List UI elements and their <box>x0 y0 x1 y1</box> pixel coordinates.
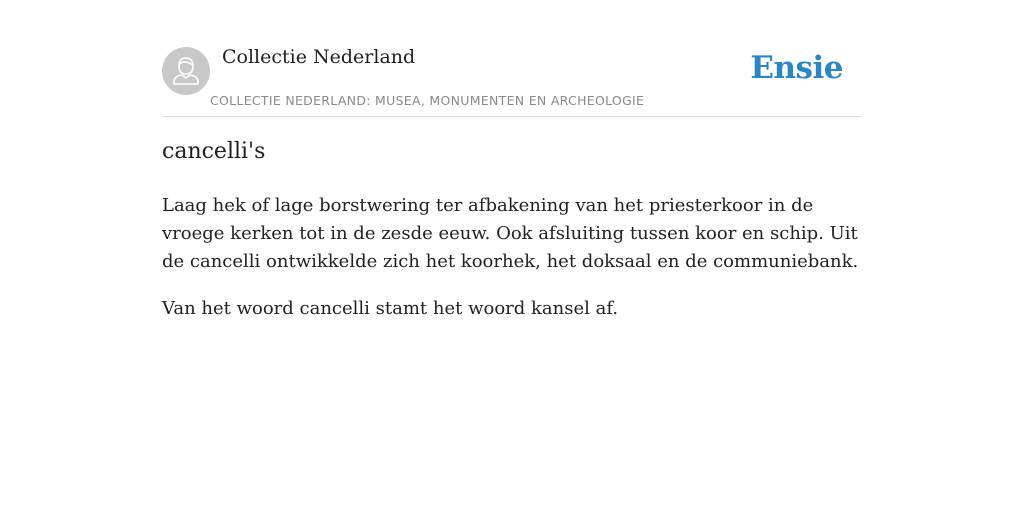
entry-header <box>162 40 862 117</box>
author-name[interactable]: Collectie Nederland <box>222 46 416 68</box>
author-avatar[interactable] <box>162 47 210 95</box>
entry-term: cancelli's <box>162 139 266 164</box>
definition-paragraph: Laag hek of lage borstwering ter afbakening van het priesterkoor in de vroege kerken tot in de zesde eeuw. Ook afsluiting tussen koor en schip. Uit de cancelli ontwikkelde zich het koorhek, het doksaal en de communiebank. <box>162 195 859 272</box>
entry-body <box>162 192 862 342</box>
user-avatar-icon <box>162 47 210 95</box>
ensie-logo-link[interactable]: Ensie <box>750 50 843 86</box>
definition-paragraph: Van het woord cancelli stamt het woord kansel af. <box>162 298 619 319</box>
source-collection[interactable]: COLLECTIE NEDERLAND: MUSEA, MONUMENTEN EN ARCHEOLOGIE <box>210 93 645 108</box>
